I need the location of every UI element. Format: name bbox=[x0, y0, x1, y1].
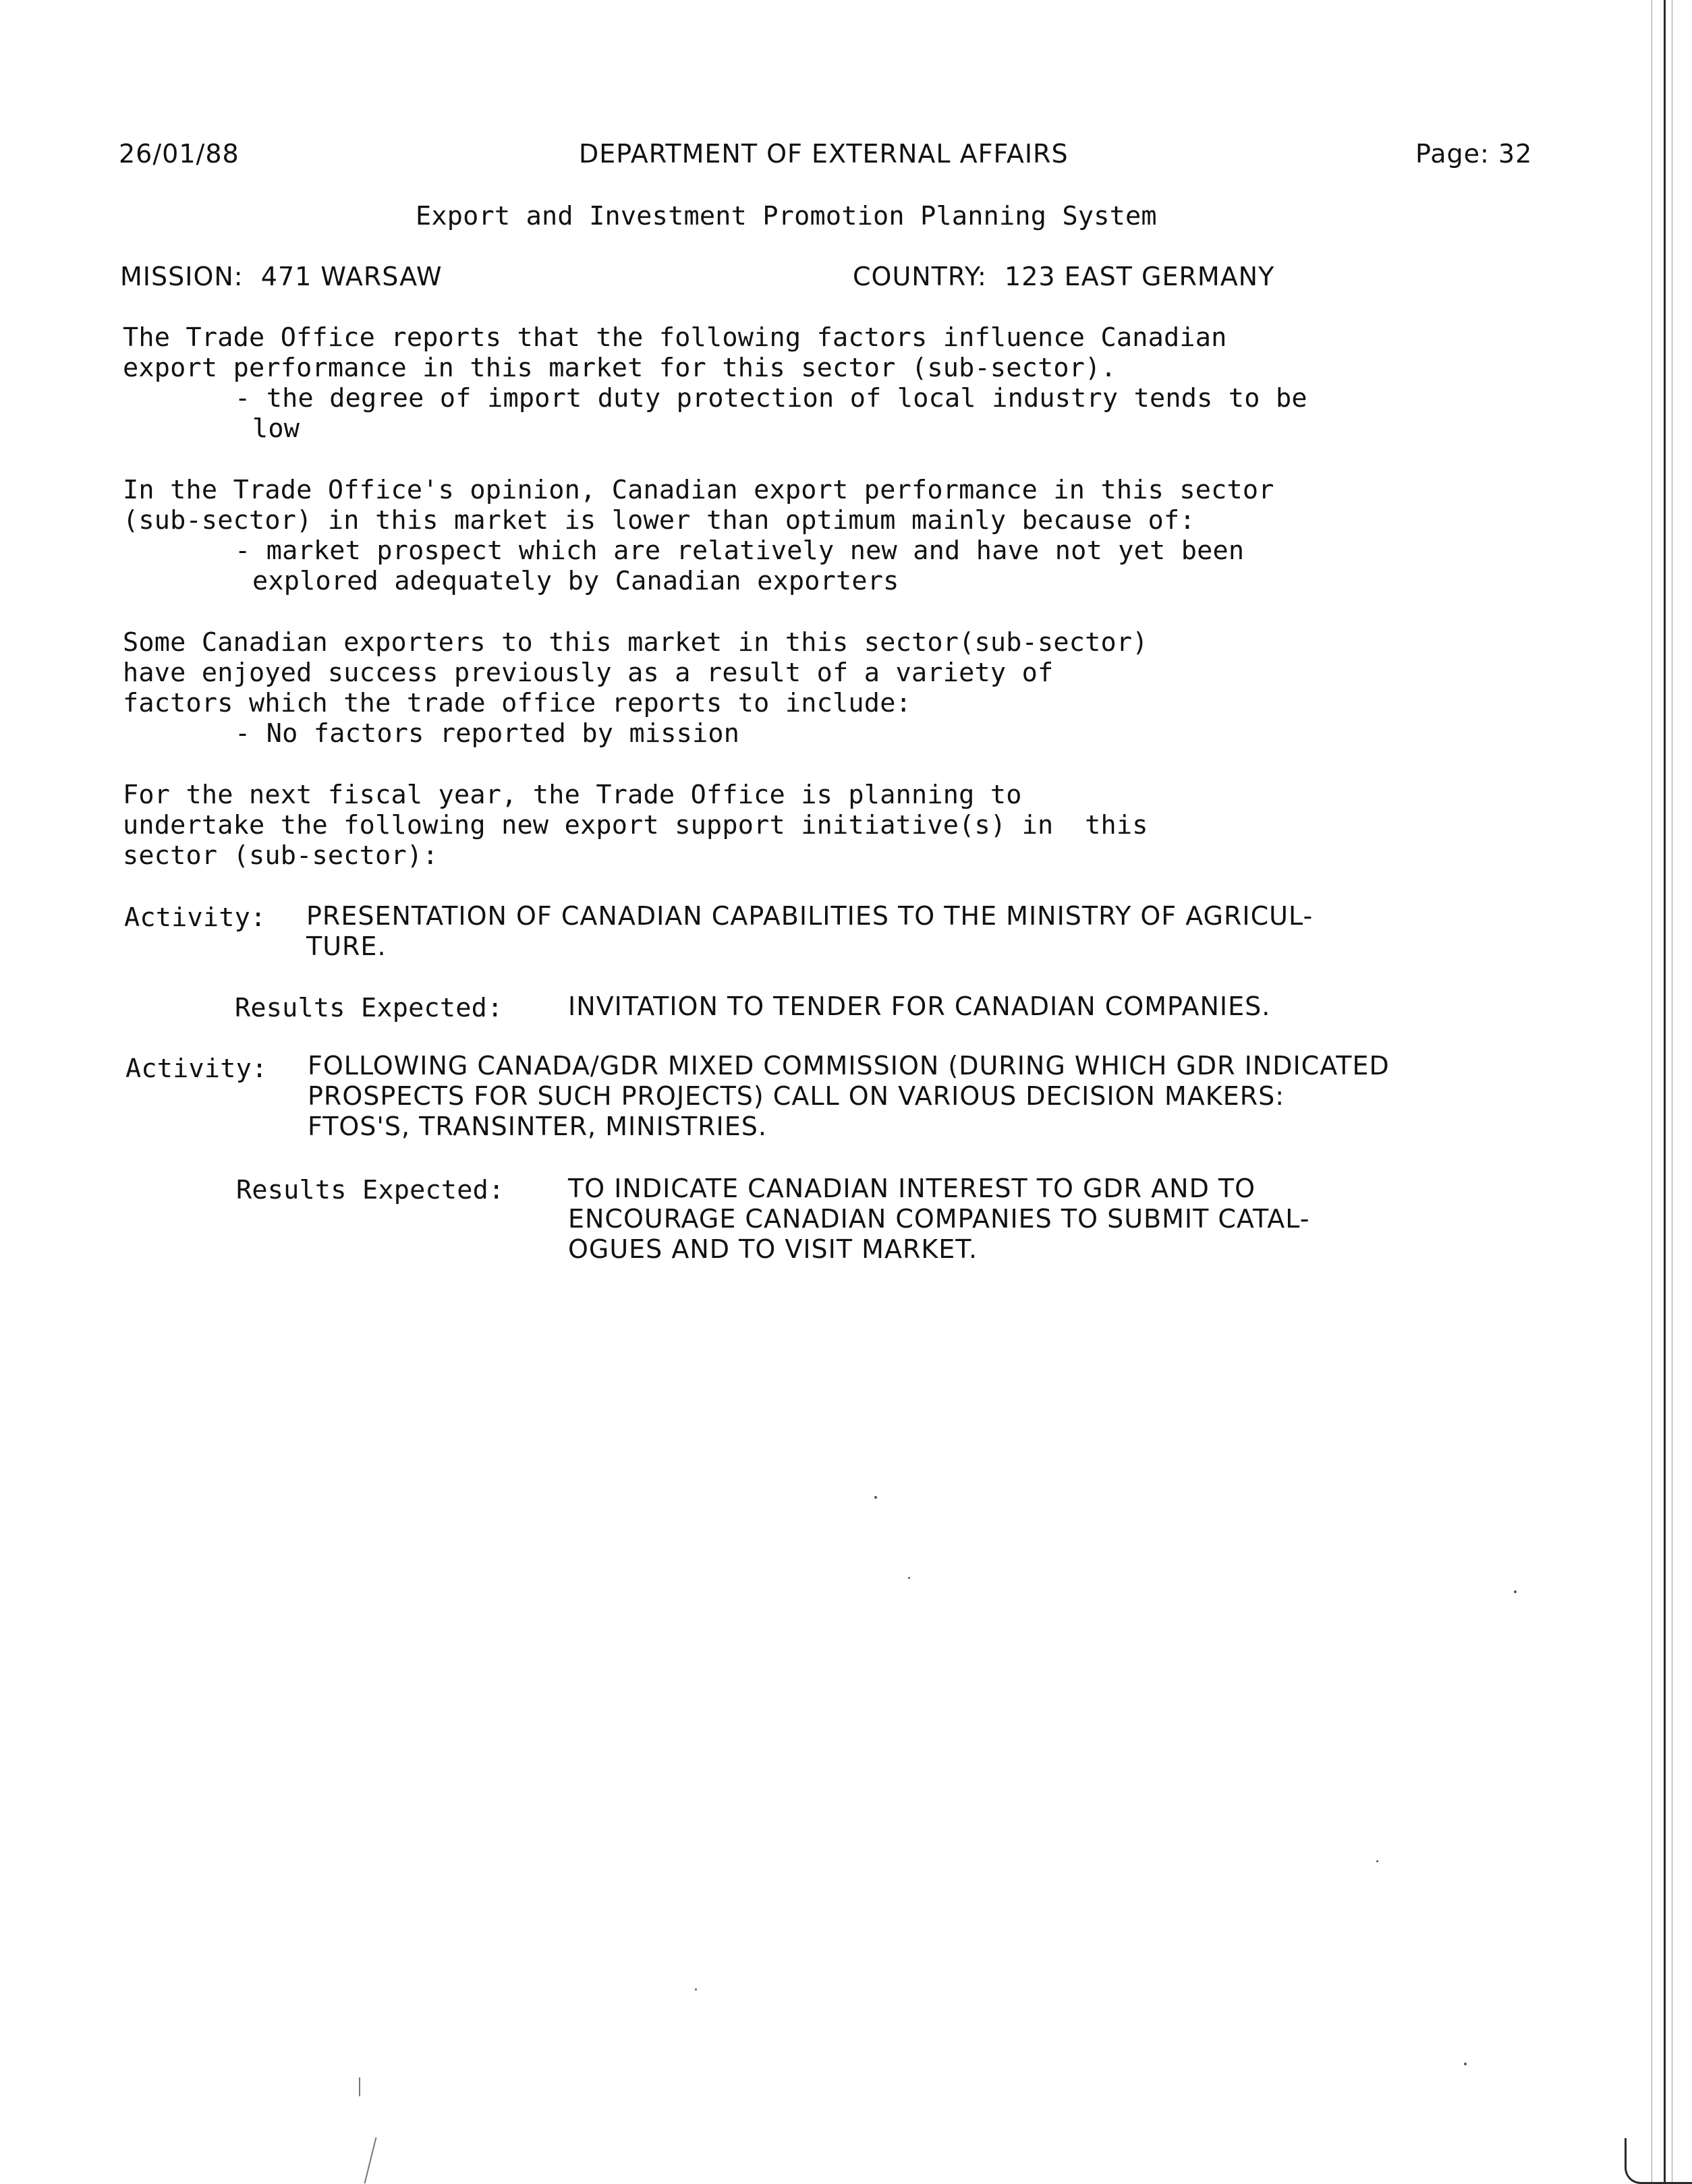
scan-mark bbox=[364, 2137, 377, 2183]
plans-intro-line-3: sector (sub-sector): bbox=[123, 840, 439, 871]
plans-section bbox=[123, 780, 1148, 871]
factors-item-line-1: - the degree of import duty protection of local industry tends to be bbox=[235, 383, 1307, 413]
factors-section bbox=[123, 322, 1307, 444]
scan-speck bbox=[874, 1496, 877, 1499]
success-intro-line-3: factors which the trade office reports to include: bbox=[123, 688, 911, 718]
opinion-item-line-1: - market prospect which are relatively new and have not yet been bbox=[235, 536, 1245, 566]
opinion-intro-line-2: (sub-sector) in this market is lower than optimum mainly because of: bbox=[123, 505, 1195, 536]
scan-mark bbox=[359, 2077, 360, 2096]
activity-2-results-label: Results Expected: bbox=[236, 1175, 505, 1205]
activity-1-line-1: PRESENTATION OF CANADIAN CAPABILITIES TO THE MINISTRY OF AGRICUL- bbox=[306, 901, 1314, 931]
system-title: Export and Investment Promotion Planning System bbox=[416, 201, 1157, 231]
scan-speck bbox=[1464, 2063, 1467, 2065]
activity-2-line-1: FOLLOWING CANADA/GDR MIXED COMMISSION (DURING WHICH GDR INDICATED bbox=[308, 1051, 1390, 1081]
mission-value: 471 WARSAW bbox=[260, 262, 443, 291]
scan-speck bbox=[1376, 1860, 1378, 1862]
activity-2-results-text bbox=[568, 1174, 1309, 1265]
activity-1-results-line-1: INVITATION TO TENDER FOR CANADIAN COMPANIES. bbox=[568, 992, 1271, 1021]
country-line bbox=[853, 262, 1274, 291]
activity-1-label: Activity: bbox=[124, 902, 266, 933]
page-indicator bbox=[1415, 139, 1532, 169]
opinion-section bbox=[123, 475, 1274, 596]
scan-speck bbox=[1514, 1590, 1517, 1593]
activity-2-text bbox=[308, 1051, 1390, 1142]
activity-1-line-2: TURE. bbox=[306, 931, 387, 961]
success-item-line-1: - No factors reported by mission bbox=[235, 718, 740, 749]
scan-speck bbox=[908, 1577, 910, 1579]
page-label: Page: bbox=[1415, 139, 1490, 169]
activity-2-results-line-1: TO INDICATE CANADIAN INTEREST TO GDR AND TO bbox=[568, 1174, 1256, 1203]
opinion-intro-line-1: In the Trade Office's opinion, Canadian export performance in this sector bbox=[123, 475, 1274, 505]
opinion-item-line-2: explored adequately by Canadian exporters bbox=[252, 566, 899, 596]
mission-line bbox=[120, 262, 443, 291]
report-date: 26/01/88 bbox=[119, 139, 239, 169]
page-number: 32 bbox=[1498, 139, 1533, 169]
activity-2-results-line-2: ENCOURAGE CANADIAN COMPANIES TO SUBMIT CATAL- bbox=[568, 1204, 1310, 1234]
factors-item-line-2: low bbox=[252, 413, 300, 444]
plans-intro-line-1: For the next fiscal year, the Trade Office is planning to bbox=[123, 780, 1022, 810]
page-edge-line bbox=[1664, 0, 1666, 2182]
success-intro-line-1: Some Canadian exporters to this market in this sector(sub-sector) bbox=[123, 627, 1148, 658]
activity-2-label: Activity: bbox=[125, 1054, 268, 1084]
scan-speck bbox=[695, 1988, 697, 1990]
activity-2-line-3: FTOS'S, TRANSINTER, MINISTRIES. bbox=[308, 1112, 767, 1141]
factors-intro-line-1: The Trade Office reports that the following factors influence Canadian bbox=[123, 322, 1227, 353]
activity-1-results-label: Results Expected: bbox=[235, 993, 503, 1023]
activity-2-results-line-3: OGUES AND TO VISIT MARKET. bbox=[568, 1234, 978, 1264]
activity-1-text bbox=[306, 901, 1313, 962]
country-value: 123 EAST GERMANY bbox=[1005, 262, 1275, 291]
factors-intro-line-2: export performance in this market for this sector (sub-sector). bbox=[123, 353, 1117, 383]
success-section bbox=[123, 627, 1148, 749]
activity-1-results-text bbox=[568, 992, 1270, 1022]
department-title: DEPARTMENT OF EXTERNAL AFFAIRS bbox=[579, 139, 1069, 169]
page-edge-curl bbox=[1625, 2138, 1692, 2184]
country-label: COUNTRY: bbox=[853, 262, 987, 291]
plans-intro-line-2: undertake the following new export support initiative(s) in this bbox=[123, 810, 1148, 840]
activity-2-line-2: PROSPECTS FOR SUCH PROJECTS) CALL ON VARIOUS DECISION MAKERS: bbox=[308, 1081, 1285, 1111]
mission-label: MISSION: bbox=[120, 262, 244, 291]
success-intro-line-2: have enjoyed success previously as a result of a variety of bbox=[123, 658, 1054, 688]
